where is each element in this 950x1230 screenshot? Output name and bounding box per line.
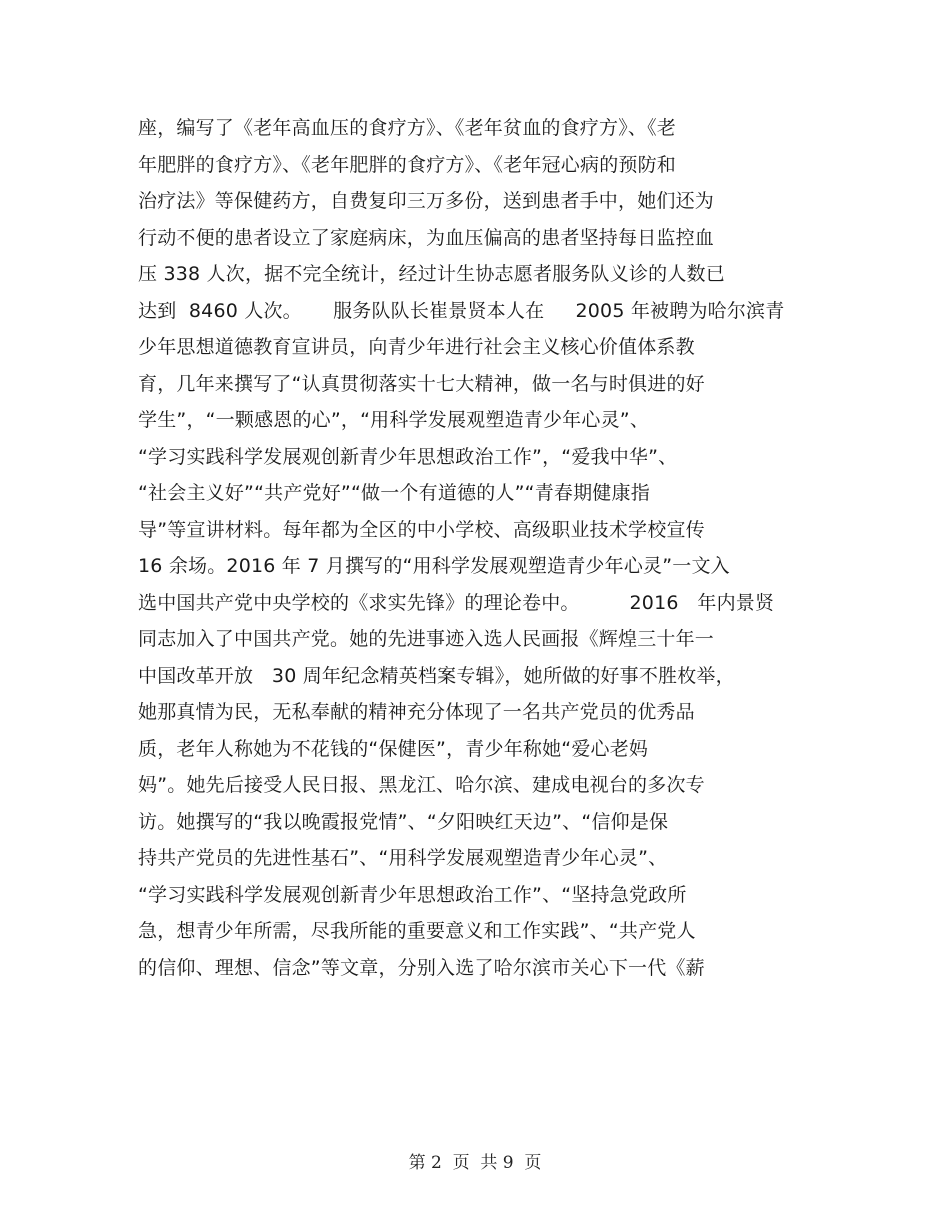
text-line: 达到 8460 人次。 服务队队长崔景贤本人在 2005 年被聘为哈尔滨青 [138, 299, 785, 322]
text-line: 压 338 人次，据不完全统计，经过计生协志愿者服务队义诊的人数已 [138, 263, 725, 285]
text-line: 行动不便的患者设立了家庭病床，为血压偏高的患者坚持每日监控血 [138, 226, 715, 249]
text-line: 选中国共产党中央学校的《求实先锋》的理论卷中。 2016 年内景贤 [138, 591, 775, 614]
text-line: 育，几年来撰写了“认真贯彻落实十七大精神，做一名与时俱进的好 [138, 372, 705, 395]
text-line: 同志加入了中国共产党。她的先进事迹入选人民画报《辉煌三十年一 [138, 628, 715, 650]
text-line: 访。她撰写的“我以晚霞报党情”、“夕阳映红天边”、“信仰是保 [138, 810, 669, 833]
text-line: 她那真情为民，无私奉献的精神充分体现了一名共产党员的优秀品 [138, 701, 695, 723]
text-line: 学生”，“一颗感恩的心”，“用科学发展观塑造青少年心灵”、 [138, 409, 650, 431]
text-line: 的信仰、理想、信念”等文章，分别入选了哈尔滨市关心下一代《薪 [138, 956, 705, 979]
text-line: 持共产党员的先进性基石”、“用科学发展观塑造青少年心灵”、 [138, 847, 668, 869]
text-line: 治疗法》等保健药方，自费复印三万多份，送到患者手中，她们还为 [138, 190, 715, 212]
text-line: “社会主义好”“共产党好”“做一个有道德的人”“青春期健康指 [138, 482, 650, 504]
body-text [138, 110, 818, 986]
text-line: 质，老年人称她为不花钱的“保健医”，青少年称她“爱心老妈 [138, 737, 649, 760]
text-line: 座，编写了《老年高血压的食疗方》、《老年贫血的食疗方》、《老 [138, 117, 677, 139]
page-number-footer: 第 2 页 共 9 页 [408, 1153, 542, 1173]
text-line: 导”等宣讲材料。每年都为全区的中小学校、高级职业技术学校宣传 [138, 518, 705, 541]
text-line: “学习实践科学发展观创新青少年思想政治工作”，“爱我中华”、 [138, 445, 678, 468]
text-line: “学习实践科学发展观创新青少年思想政治工作”、“坚持急党政所 [138, 883, 687, 906]
text-line: 妈”。她先后接受人民日报、黑龙江、哈尔滨、建成电视台的多次专 [138, 774, 705, 796]
text-line: 16 余场。2016 年 7 月撰写的“用科学发展观塑造青少年心灵”一文入 [138, 555, 730, 577]
text-line: 中国改革开放 30 周年纪念精英档案专辑》，她所做的好事不胜枚举， [138, 664, 735, 687]
text-line: 少年思想道德教育宣讲员，向青少年进行社会主义核心价值体系教 [138, 336, 695, 358]
text-line: 年肥胖的食疗方》、《老年肥胖的食疗方》、《老年冠心病的预防和 [138, 153, 677, 176]
text-line: 急，想青少年所需，尽我所能的重要意义和工作实践”、“共产党人 [138, 920, 696, 942]
